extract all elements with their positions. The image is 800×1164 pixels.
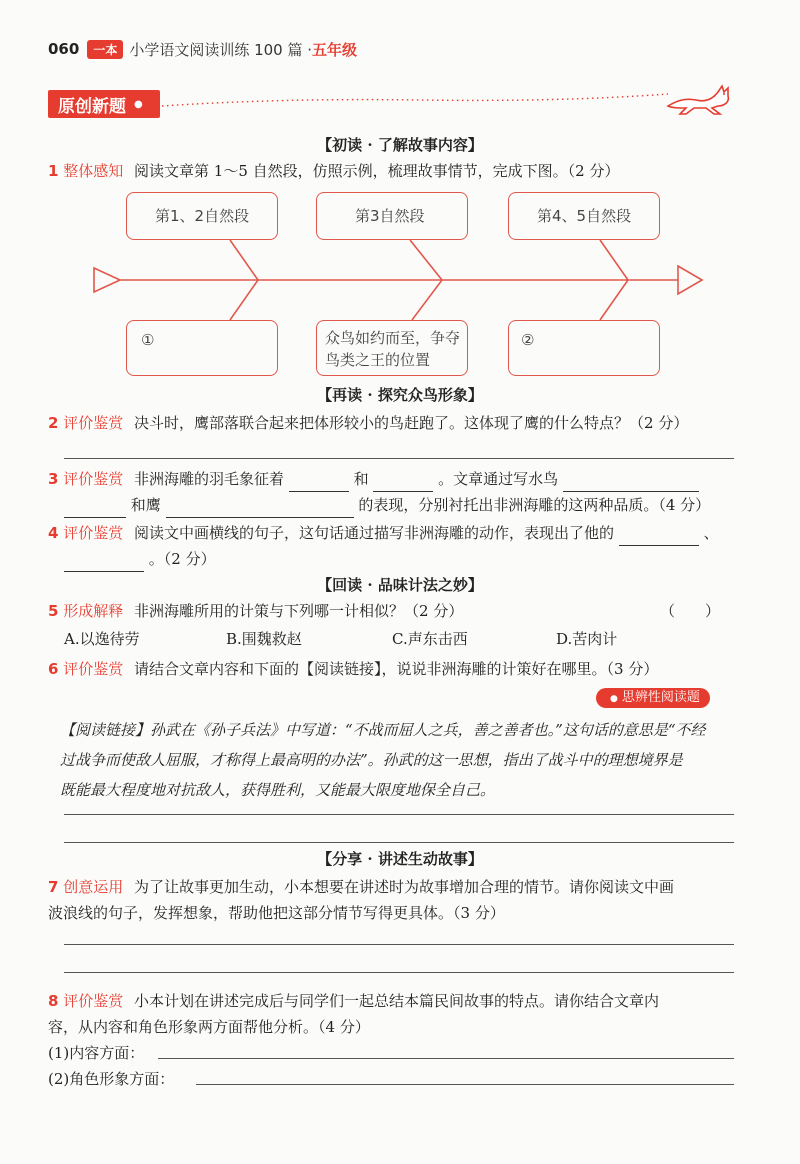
q8-sub-content-label: (1)内容方面： xyxy=(48,1044,145,1062)
blank-q3-5[interactable] xyxy=(166,499,354,518)
question-tag: 评价鉴赏 xyxy=(63,414,124,432)
question-text: 决斗时，鹰部落联合起来把体形较小的鸟赶跑了。这体现了鹰的什么特点？（2 分） xyxy=(134,414,689,432)
question-3 xyxy=(48,466,748,492)
question-text: 的表现，分别衬托出非洲海雕的这两种品质。（4 分） xyxy=(358,496,711,514)
section-title-first-read: 【初读 · 了解故事内容】 xyxy=(317,136,483,154)
question-number: 7 xyxy=(48,878,59,896)
question-text: 非洲海雕的羽毛象征着 xyxy=(134,470,285,488)
question-tag: 评价鉴赏 xyxy=(63,992,124,1010)
section-title-second-read: 【再读 · 探究众鸟形象】 xyxy=(317,386,483,404)
question-text: 为了让故事更加生动，小本想要在讲述时为故事增加合理的情节。请你阅读文中画 xyxy=(134,878,675,896)
question-tag: 创意运用 xyxy=(63,878,124,896)
series-title: 小学语文阅读训练 100 篇 · xyxy=(129,40,313,59)
question-text: 和 xyxy=(353,470,369,488)
question-number: 2 xyxy=(48,414,59,432)
diagram-box-top-3: 第4、5自然段 xyxy=(508,192,660,240)
question-text: 阅读文章第 1～5 自然段，仿照示例，梳理故事情节，完成下图。（2 分） xyxy=(134,162,620,180)
question-8-line-2: 容，从内容和角色形象两方面帮他分析。（4 分） xyxy=(48,1018,370,1036)
option-d[interactable]: D.苦肉计 xyxy=(556,630,618,648)
question-tag: 形成解释 xyxy=(63,602,124,620)
question-text: 。（2 分） xyxy=(148,550,216,568)
brand-badge: 一本 xyxy=(87,40,123,59)
question-tag: 评价鉴赏 xyxy=(63,470,124,488)
answer-line-q6-2[interactable] xyxy=(64,842,734,843)
grade-label: 五年级 xyxy=(312,40,358,59)
question-tag: 整体感知 xyxy=(63,162,124,180)
section-banner xyxy=(48,90,160,118)
option-c[interactable]: C.声东击西 xyxy=(392,630,468,648)
answer-line-q8-2[interactable] xyxy=(196,1084,734,1085)
diagram-box-answer-2[interactable]: ② xyxy=(508,320,660,376)
question-3-line-2 xyxy=(64,492,764,518)
question-number: 3 xyxy=(48,470,59,488)
question-7 xyxy=(48,874,748,900)
question-number: 6 xyxy=(48,660,59,678)
option-b[interactable]: B.围魏救赵 xyxy=(226,630,302,648)
question-number: 5 xyxy=(48,602,59,620)
answer-line-q7-2[interactable] xyxy=(64,972,734,973)
banner-label: 原创新题 xyxy=(58,96,126,117)
question-4-line-2 xyxy=(64,546,764,572)
bullet-icon: ● xyxy=(610,694,618,704)
blank-q3-2[interactable] xyxy=(373,473,433,492)
blank-q3-3[interactable] xyxy=(563,473,699,492)
blank-q4-2[interactable] xyxy=(64,553,144,572)
bullet-icon: ● xyxy=(134,98,143,110)
diagram-box-top-1: 第1、2自然段 xyxy=(126,192,278,240)
question-text: 非洲海雕所用的计策与下列哪一计相似？（2 分） xyxy=(134,602,464,620)
reading-link-box xyxy=(60,715,750,805)
answer-line-q7-1[interactable] xyxy=(64,944,734,945)
critical-reading-badge: ● 思辨性阅读题 xyxy=(596,688,710,708)
question-1 xyxy=(48,158,748,184)
question-number: 4 xyxy=(48,524,59,542)
question-8 xyxy=(48,988,748,1014)
answer-line-q2[interactable] xyxy=(64,458,734,459)
page-header xyxy=(48,36,357,62)
reading-link-line: 过战争而使敌人屈服，才称得上最高明的办法”。孙武的这一思想，指出了战斗中的理想境界是 xyxy=(60,751,683,769)
diagram-box-top-2: 第3自然段 xyxy=(316,192,468,240)
answer-paren-q5[interactable]: （ ） xyxy=(660,602,721,620)
blank-q3-4[interactable] xyxy=(64,499,126,518)
question-7-line-2: 波浪线的句子，发挥想象，帮助他把这部分情节写得更具体。（3 分） xyxy=(48,904,505,922)
question-number: 8 xyxy=(48,992,59,1010)
diagram-box-example: 众鸟如约而至，争夺 鸟类之王的位置 xyxy=(316,320,468,376)
reading-link-line: 【阅读链接】孙武在《孙子兵法》中写道：“不战而屈人之兵，善之善者也。”这句话的意思是“不经 xyxy=(60,721,706,739)
question-tag: 评价鉴赏 xyxy=(63,524,124,542)
question-5 xyxy=(48,598,748,624)
question-number: 1 xyxy=(48,162,59,180)
blank-q3-1[interactable] xyxy=(289,473,349,492)
answer-line-q6-1[interactable] xyxy=(64,814,734,815)
running-cat-icon xyxy=(664,78,736,120)
fishbone-diagram xyxy=(80,240,720,320)
option-a[interactable]: A.以逸待劳 xyxy=(64,630,140,648)
page-number: 060 xyxy=(48,40,80,58)
question-text: 阅读文中画横线的句子，这句话通过描写非洲海雕的动作，表现出了他的 xyxy=(134,524,615,542)
question-text: 和鹰 xyxy=(130,496,161,514)
question-text: 请结合文章内容和下面的【阅读链接】，说说非洲海雕的计策好在哪里。（3 分） xyxy=(134,660,659,678)
question-text: 。文章通过写水鸟 xyxy=(438,470,559,488)
section-title-share: 【分享 · 讲述生动故事】 xyxy=(317,850,483,868)
question-6 xyxy=(48,656,748,682)
question-2 xyxy=(48,410,748,436)
question-tag: 评价鉴赏 xyxy=(63,660,124,678)
question-4 xyxy=(48,520,748,546)
question-text: 小本计划在讲述完成后与同学们一起总结本篇民间故事的特点。请你结合文章内 xyxy=(134,992,660,1010)
reading-link-line: 既能最大程度地对抗敌人，获得胜利，又能最大限度地保全自己。 xyxy=(60,781,496,799)
diagram-box-answer-1[interactable]: ① xyxy=(126,320,278,376)
answer-line-q8-1[interactable] xyxy=(158,1058,734,1059)
section-title-third-read: 【回读 · 品味计法之妙】 xyxy=(317,576,483,594)
blank-q4-1[interactable] xyxy=(619,527,699,546)
question-text: 、 xyxy=(703,524,719,542)
dotted-divider xyxy=(160,88,670,118)
q8-sub-character-label: (2)角色形象方面： xyxy=(48,1070,175,1088)
